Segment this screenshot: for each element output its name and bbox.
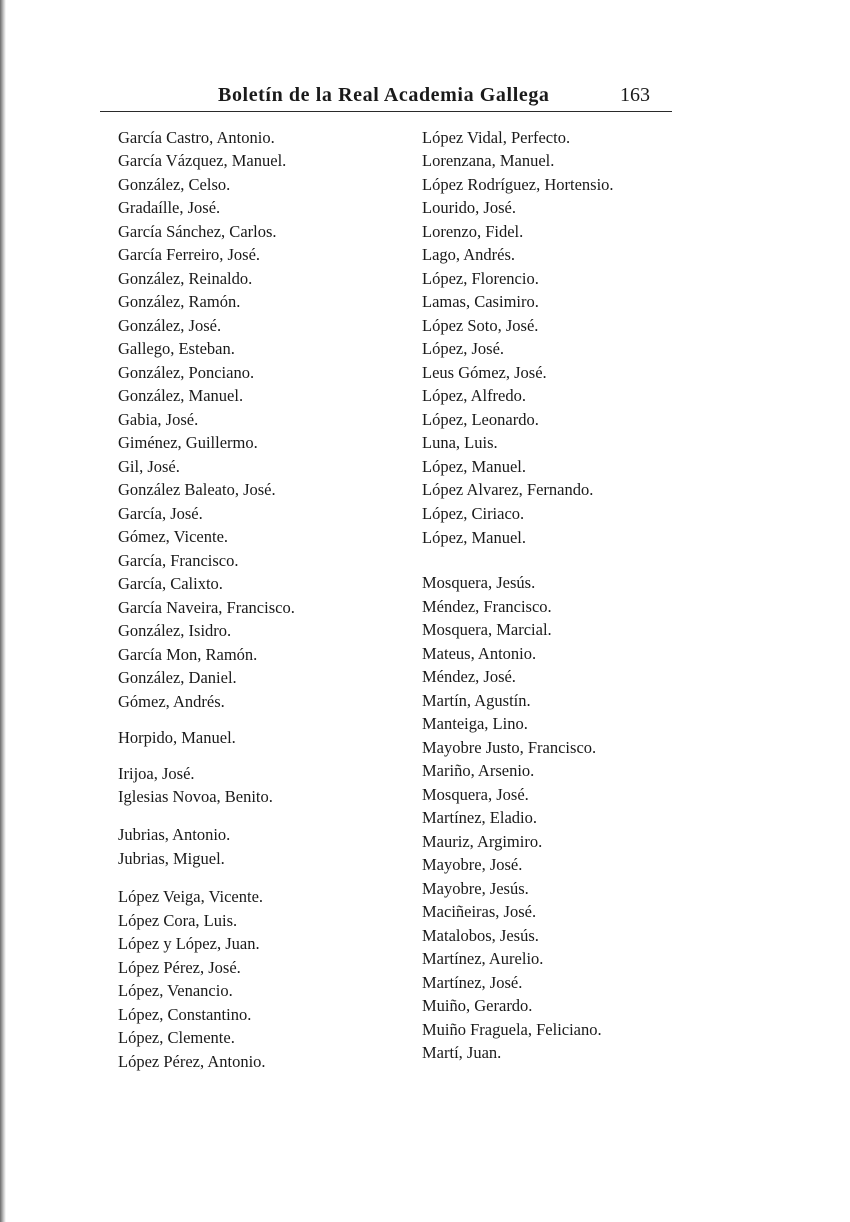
name-entry: Gradaílle, José.	[118, 198, 221, 217]
name-entry: García Mon, Ramón.	[118, 645, 258, 664]
name-entry: Mateus, Antonio.	[422, 644, 537, 663]
journal-title: Boletín de la Real Academia Gallega	[218, 84, 550, 106]
name-entry: Gómez, Vicente.	[118, 527, 229, 546]
name-entry: González, Daniel.	[118, 668, 237, 687]
header-rule	[100, 111, 672, 112]
name-entry: López Veiga, Vicente.	[118, 887, 264, 906]
name-entry: Mayobre, José.	[422, 855, 523, 874]
name-entry: Mayobre Justo, Francisco.	[422, 738, 597, 757]
name-entry: López, Florencio.	[422, 269, 539, 288]
name-entry: Lourido, José.	[422, 198, 516, 217]
name-entry: García Vázquez, Manuel.	[118, 151, 287, 170]
name-entry: Jubrias, Miguel.	[118, 849, 225, 868]
name-entry: López, José.	[422, 339, 505, 358]
name-entry: García, Calixto.	[118, 574, 223, 593]
name-entry: Mayobre, Jesús.	[422, 879, 529, 898]
name-entry: González Baleato, José.	[118, 480, 276, 499]
name-entry: López, Clemente.	[118, 1028, 235, 1047]
name-entry: Irijoa, José.	[118, 764, 195, 783]
name-entry: Martínez, Eladio.	[422, 808, 538, 827]
name-entry: Giménez, Guillermo.	[118, 433, 258, 452]
name-entry: Lorenzana, Manuel.	[422, 151, 555, 170]
name-entry: González, José.	[118, 316, 222, 335]
name-entry: Jubrias, Antonio.	[118, 825, 231, 844]
name-entry: Martínez, Aurelio.	[422, 949, 544, 968]
name-entry: López, Manuel.	[422, 528, 527, 547]
name-entry: Luna, Luis.	[422, 433, 498, 452]
name-entry: López Pérez, Antonio.	[118, 1052, 266, 1071]
name-entry: Horpido, Manuel.	[118, 728, 236, 747]
name-entry: López, Venancio.	[118, 981, 233, 1000]
name-entry: Martín, Agustín.	[422, 691, 531, 710]
name-entry: Mosquera, José.	[422, 785, 529, 804]
name-entry: Leus Gómez, José.	[422, 363, 547, 382]
name-entry: González, Ponciano.	[118, 363, 255, 382]
name-entry: López Alvarez, Fernando.	[422, 480, 594, 499]
name-entry: García Sánchez, Carlos.	[118, 222, 277, 241]
name-entry: González, Celso.	[118, 175, 231, 194]
name-entry: López Soto, José.	[422, 316, 539, 335]
name-entry: Gómez, Andrés.	[118, 692, 225, 711]
name-entry: García, Francisco.	[118, 551, 239, 570]
name-entry: López, Manuel.	[422, 457, 527, 476]
name-entry: González, Isidro.	[118, 621, 232, 640]
page-number: 163	[620, 84, 650, 106]
name-entry: Lorenzo, Fidel.	[422, 222, 524, 241]
name-entry: Mauriz, Argimiro.	[422, 832, 543, 851]
name-entry: Maciñeiras, José.	[422, 902, 537, 921]
name-entry: García, José.	[118, 504, 203, 523]
name-entry: López Pérez, José.	[118, 958, 241, 977]
name-entry: Iglesias Novoa, Benito.	[118, 787, 273, 806]
name-entry: López Vidal, Perfecto.	[422, 128, 571, 147]
name-entry: Gabia, José.	[118, 410, 199, 429]
name-entry: Martí, Juan.	[422, 1043, 502, 1062]
name-entry: García Castro, Antonio.	[118, 128, 275, 147]
name-entry: Muiño, Gerardo.	[422, 996, 533, 1015]
name-entry: Muiño Fraguela, Feliciano.	[422, 1020, 602, 1039]
running-header	[100, 80, 672, 114]
name-entry: López, Ciriaco.	[422, 504, 525, 523]
name-entry: García Naveira, Francisco.	[118, 598, 295, 617]
name-entry: López Rodríguez, Hortensio.	[422, 175, 614, 194]
name-entry: González, Reinaldo.	[118, 269, 253, 288]
name-entry: Lago, Andrés.	[422, 245, 516, 264]
name-entry: González, Ramón.	[118, 292, 241, 311]
name-entry: Manteiga, Lino.	[422, 714, 528, 733]
name-entry: Gallego, Esteban.	[118, 339, 235, 358]
name-entry: García Ferreiro, José.	[118, 245, 261, 264]
name-entry: López y López, Juan.	[118, 934, 260, 953]
name-entry: Lamas, Casimiro.	[422, 292, 539, 311]
name-entry: Mariño, Arsenio.	[422, 761, 535, 780]
name-entry: Mosquera, Marcial.	[422, 620, 552, 639]
name-entry: Gil, José.	[118, 457, 180, 476]
name-entry: Matalobos, Jesús.	[422, 926, 539, 945]
name-entry: Mosquera, Jesús.	[422, 573, 536, 592]
name-entry: Méndez, José.	[422, 667, 516, 686]
name-entry: López, Constantino.	[118, 1005, 252, 1024]
name-entry: López, Leonardo.	[422, 410, 539, 429]
name-entry: López Cora, Luis.	[118, 911, 238, 930]
name-entry: Martínez, José.	[422, 973, 523, 992]
name-entry: Méndez, Francisco.	[422, 597, 552, 616]
page-edge-shadow	[0, 0, 6, 1222]
name-entry: González, Manuel.	[118, 386, 244, 405]
name-entry: López, Alfredo.	[422, 386, 527, 405]
